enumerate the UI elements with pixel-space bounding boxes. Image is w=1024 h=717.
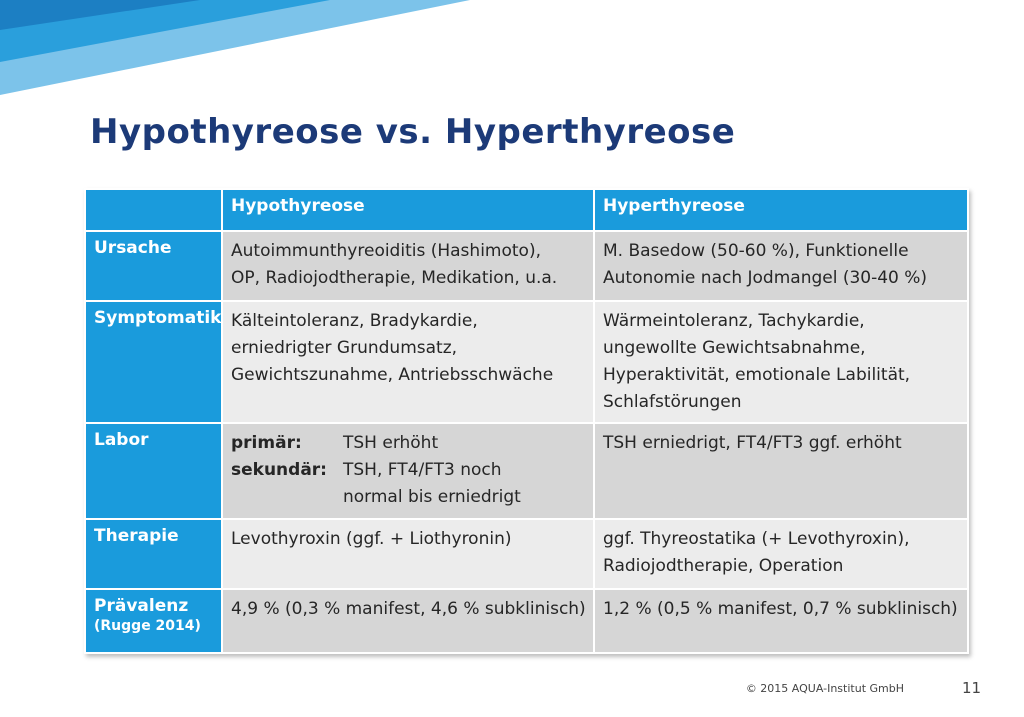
header-hyperthyreose: Hyperthyreose xyxy=(594,189,968,231)
row-label-text: Prävalenz xyxy=(94,596,189,616)
labor-value: TSH, FT4/FT3 noch xyxy=(343,460,502,480)
cell-hyper xyxy=(594,589,968,653)
cell-hyper xyxy=(594,231,968,301)
cell-line: Autoimmunthyreoiditis (Hashimoto), xyxy=(231,241,541,261)
row-label xyxy=(85,423,222,519)
slide-title: Hypothyreose vs. Hyperthyreose xyxy=(90,112,736,152)
row-labor xyxy=(85,423,968,519)
row-ursache xyxy=(85,231,968,301)
cell-line: TSH erniedrigt, FT4/FT3 ggf. erhöht xyxy=(603,433,902,453)
cell-line: ggf. Thyreostatika (+ Levothyroxin), xyxy=(603,529,910,549)
cell-line: ungewollte Gewichtsabnahme, xyxy=(603,338,866,358)
row-praevalenz xyxy=(85,589,968,653)
cell-line: 4,9 % (0,3 % manifest, 4,6 % subklinisch) xyxy=(231,599,586,619)
labor-key xyxy=(231,484,343,511)
cell-hyper xyxy=(594,423,968,519)
cell-hypo xyxy=(222,423,594,519)
cell-line: Autonomie nach Jodmangel (30-40 %) xyxy=(603,268,928,288)
row-label xyxy=(85,519,222,589)
cell-line: Radiojodtherapie, Operation xyxy=(603,556,844,576)
row-symptomatik xyxy=(85,301,968,423)
cell-hypo xyxy=(222,519,594,589)
copyright-footer: © 2015 AQUA-Institut GmbH xyxy=(745,682,904,695)
cell-line: Levothyroxin (ggf. + Liothyronin) xyxy=(231,529,512,549)
cell-line: OP, Radiojodtherapie, Medikation, u.a. xyxy=(231,268,558,288)
labor-value: TSH erhöht xyxy=(343,433,439,453)
labor-key: primär: xyxy=(231,433,302,453)
row-label-text: Labor xyxy=(94,430,149,450)
row-label xyxy=(85,589,222,653)
row-therapie xyxy=(85,519,968,589)
cell-line: Kälteintoleranz, Bradykardie, xyxy=(231,311,478,331)
cell-line: Hyperaktivität, emotionale Labilität, xyxy=(603,365,911,385)
labor-grid xyxy=(231,430,585,511)
cell-line: M. Basedow (50-60 %), Funktionelle xyxy=(603,241,909,261)
cell-hyper xyxy=(594,301,968,423)
labor-value: normal bis erniedrigt xyxy=(343,487,521,507)
comparison-table xyxy=(84,188,969,654)
cell-hypo xyxy=(222,301,594,423)
page-number: 11 xyxy=(962,679,982,697)
row-label-text: Symptomatik xyxy=(94,308,222,328)
header-decoration xyxy=(0,0,1024,130)
row-label-text: Therapie xyxy=(94,526,179,546)
cell-line: erniedrigter Grundumsatz, xyxy=(231,338,458,358)
row-label xyxy=(85,301,222,423)
row-sublabel: (Rugge 2014) xyxy=(94,618,201,634)
cell-line: Gewichtszunahme, Antriebsschwäche xyxy=(231,365,554,385)
header-empty xyxy=(85,189,222,231)
row-label-text: Ursache xyxy=(94,238,172,258)
cell-line: 1,2 % (0,5 % manifest, 0,7 % subklinisch) xyxy=(603,599,958,619)
cell-hypo xyxy=(222,231,594,301)
cell-hyper xyxy=(594,519,968,589)
header-hypothyreose: Hypothyreose xyxy=(222,189,594,231)
cell-line: Wärmeintoleranz, Tachykardie, xyxy=(603,311,865,331)
cell-hypo xyxy=(222,589,594,653)
table-header-row xyxy=(85,189,968,231)
row-label xyxy=(85,231,222,301)
labor-key: sekundär: xyxy=(231,460,327,480)
cell-line: Schlafstörungen xyxy=(603,392,742,412)
